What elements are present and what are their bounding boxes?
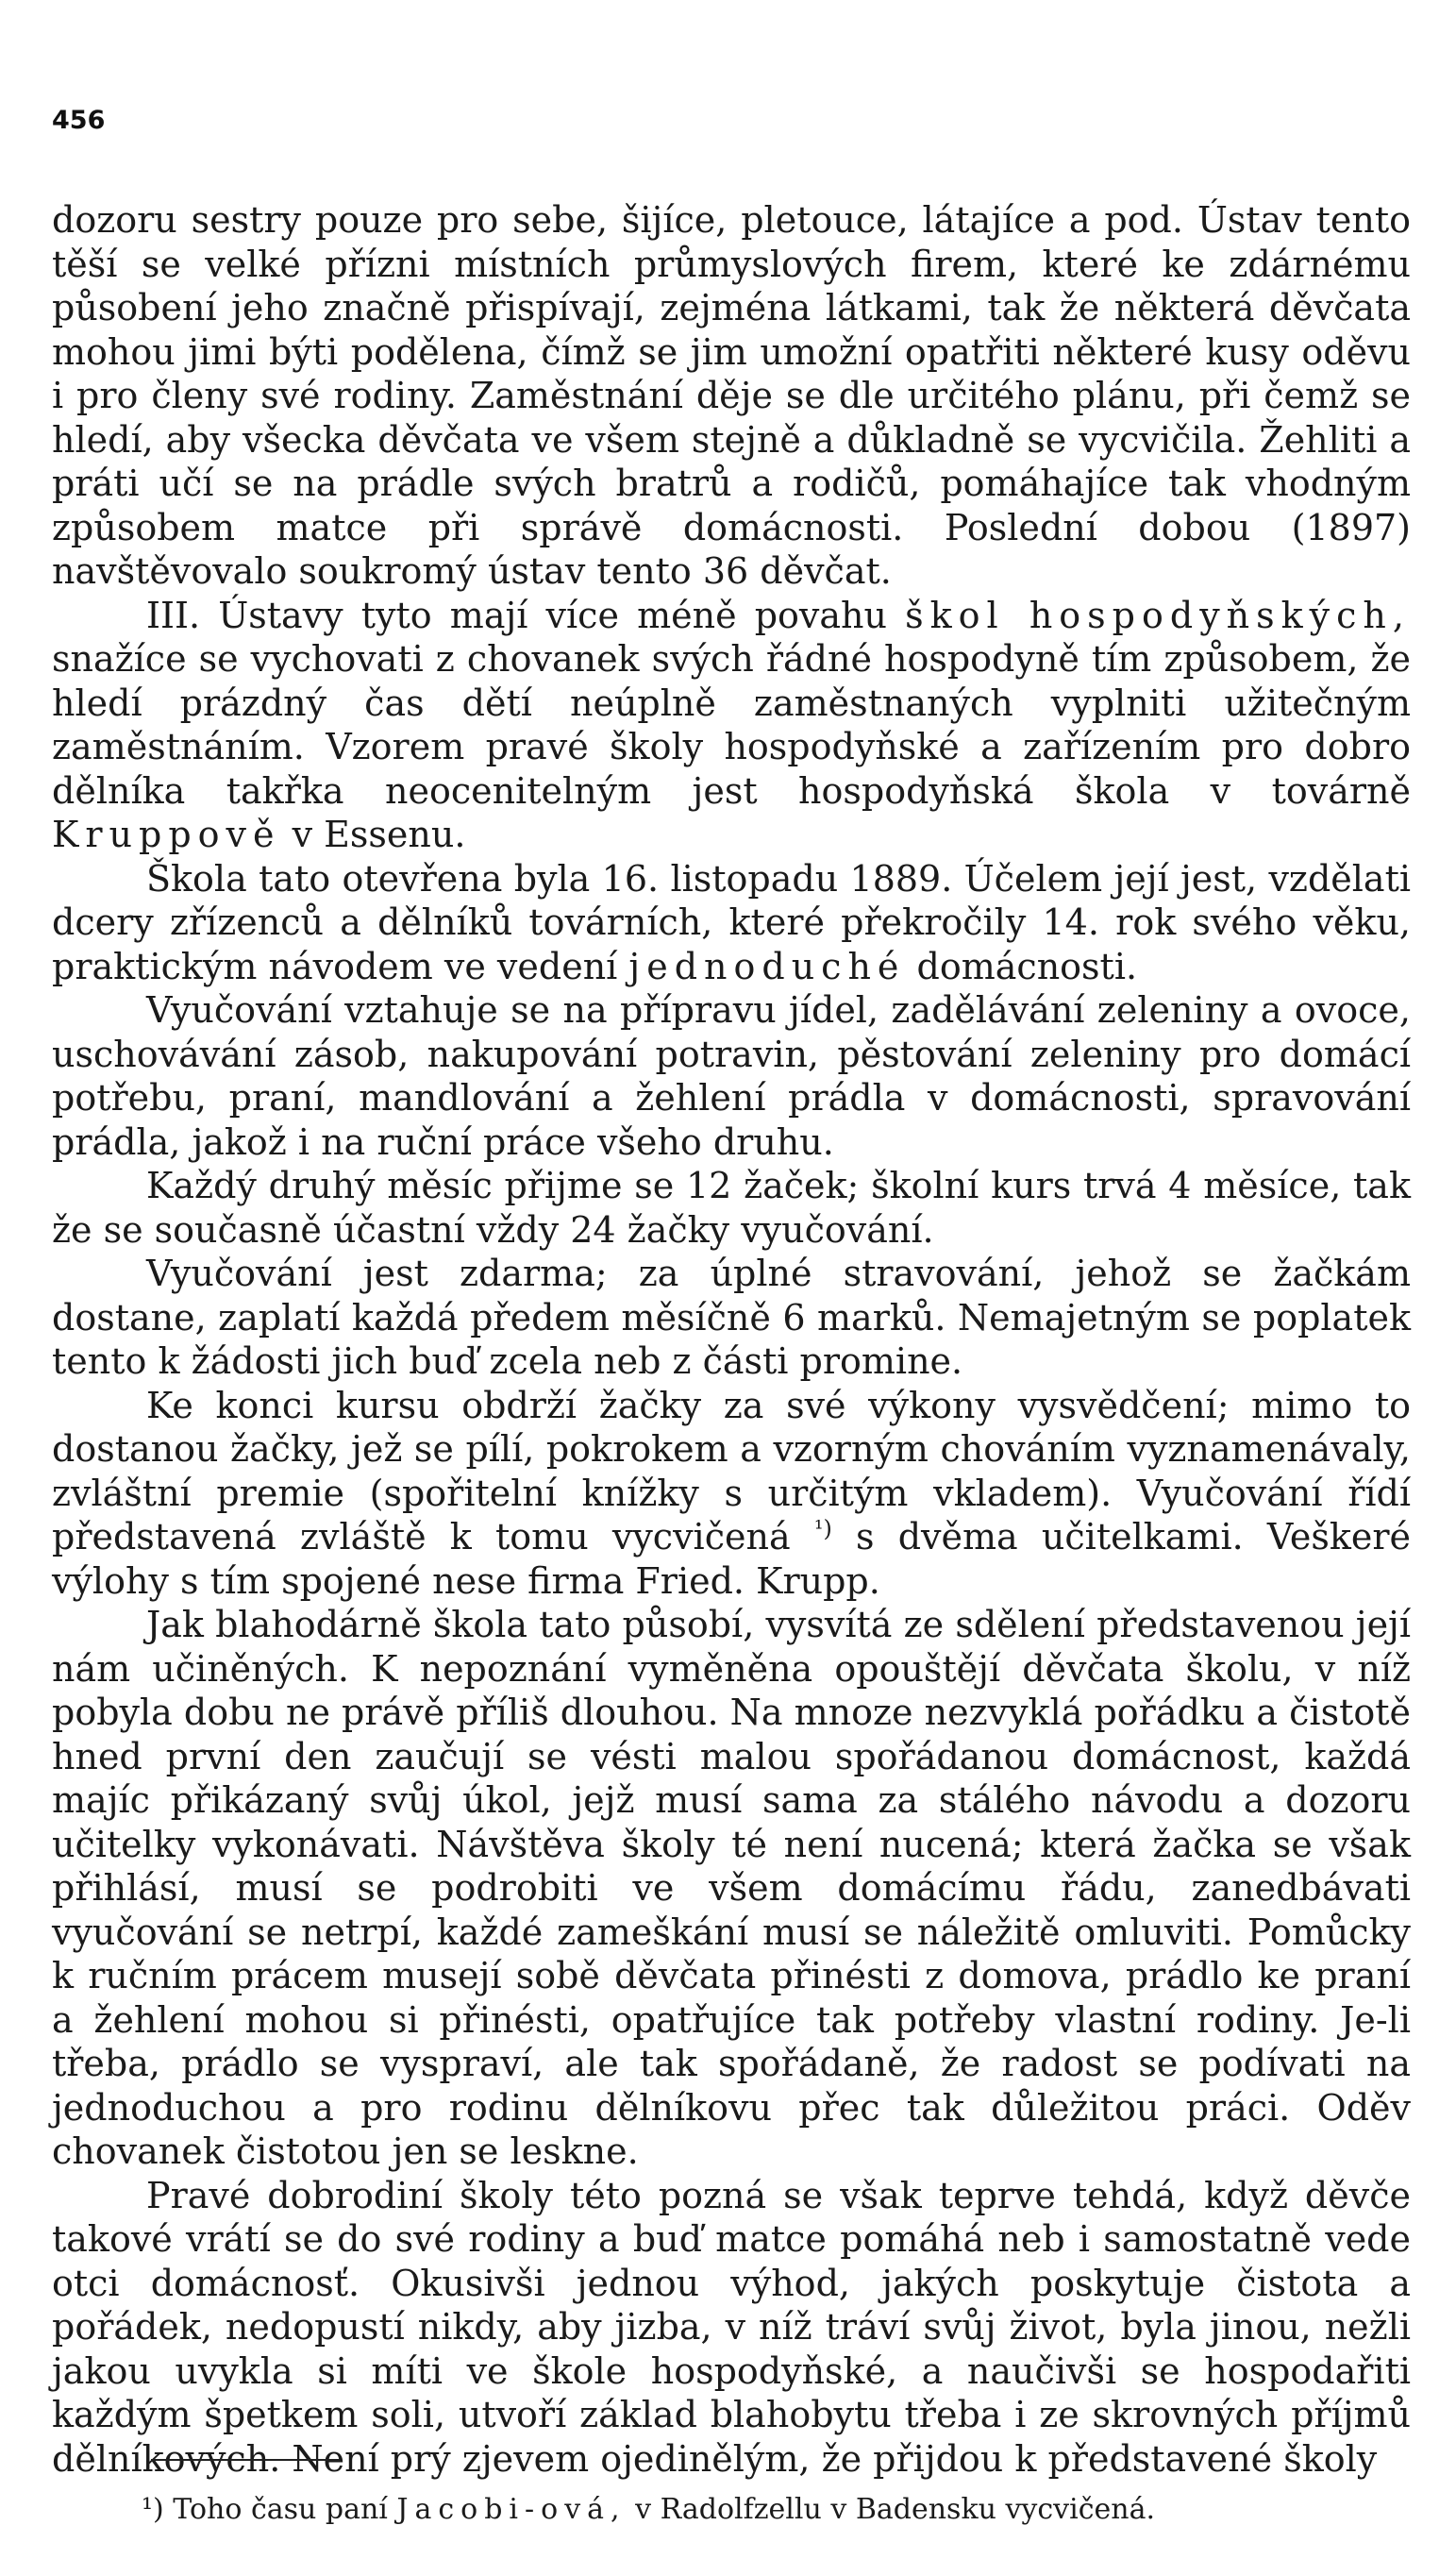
text-run: v Essenu.	[292, 814, 466, 855]
paragraph	[52, 857, 1411, 989]
paragraph-section-iii	[52, 594, 1411, 857]
paragraph: Vyučování jest zdarma; za úplné stravování, jehož se žačkám dostane, zaplatí každá předem měsíčně 6 marků. Nemajetným se poplatek tento k žádosti jich buď zcela neb z části promine.	[52, 1253, 1411, 1382]
body-text	[52, 198, 1411, 2481]
footnote-divider	[151, 2459, 340, 2461]
footnote-name: Jacobi-ová,	[396, 2493, 627, 2526]
footnote-text: v Radolfzellu v Badensku vycvičená.	[635, 2493, 1156, 2526]
text-run: III. Ústavy tyto mají více méně povahu	[146, 594, 887, 636]
paragraph: Pravé dobrodiní školy této pozná se však teprve tehdá, když děvče takové vrátí se do své rodiny a buď matce pomáhá neb i samostatně vede otci domácnosť. Okusivši jednou výhod, jakých poskytuje čistota a pořádek, nedopustí nikdy, aby jizba, v níž tráví svůj život, byla jinou, nežli jakou uvykla si míti ve škole hospodyňské, a naučivši se hospodařiti každým špetkem soli, utvoří základ blahobytu třeba i ze skrovných příjmů dělníkových. Není prý zjevem ojedinělým, že přijdou k představené školy	[52, 2174, 1411, 2480]
text-run: domácnosti.	[916, 945, 1138, 987]
emphasized-term: škol hospodyňských,	[905, 594, 1411, 636]
paragraph: Jak blahodárně škola tato působí, vysvítá ze sdělení představenou její nám učiněných. K nepoznání vyměněna opouštějí děvčata školu, v níž pobyla dobu ne právě příliš dlouhou. Na mnoze nezvyklá pořádku a čistotě hned první den zaučují se vésti malou spořádanou domácnost, každá majíc přikázaný svůj úkol, jejž musí sama za stálého návodu a dozoru učitelky vykonávati. Návštěva školy té není nucená; která žačka se však přihlásí, musí se podrobiti ve všem domácímu řádu, zanedbávati vyučování se netrpí, každé zameškání musí se náležitě omluviti. Pomůcky k ručním prácem musejí sobě děvčata přinésti z domova, prádlo ke praní a žehlení mohou si přinésti, opatřujíce tak potřeby vlastní rodiny. Je-li třeba, prádlo se vyspraví, ale tak spořádaně, že radost se podívati na jednoduchou a pro rodinu dělníkovu přec tak důležitou práci. Oděv chovanek čistotou jen se leskne.	[52, 1604, 1411, 2172]
page-number: 456	[52, 106, 106, 135]
footnote	[142, 2492, 1368, 2528]
paragraph: dozoru sestry pouze pro sebe, šijíce, pletouce, látajíce a pod. Ústav tento těší se velké přízni místních průmyslových firem, které ke zdárnému působení jeho značně přispívají, zejména látkami, tak že některá děvčata mohou jimi býti podělena, čímž se jim umožní opatřiti některé kusy oděvu i pro členy své rodiny. Zaměstnání děje se dle určitého plánu, při čemž se hledí, aby všecka děvčata ve všem stejně a důkladně se vycvičila. Žehliti a práti učí se na prádle svých bratrů a rodičů, pomáhajíce tak vhodným způsobem matce při správě domácnosti. Poslední dobou (1897) navštěvovalo soukromý ústav tento 36 děvčat.	[52, 199, 1411, 592]
text-run: Ke konci kursu obdrží žačky za své výkony vysvědčení; mimo to dostanou žačky, jež se pílí, pokrokem a vzorným chováním vyznamenávaly, zvláštní premie (spořitelní knížky s určitým vkladem). Vyučování řídí představená zvláště k tomu vycvičená	[52, 1384, 1411, 1557]
paragraph: Vyučování vztahuje se na přípravu jídel, zadělávání zeleniny a ovoce, uschovávání zásob, nakupování potravin, pěstování zeleniny pro domácí potřebu, praní, mandlování a žehlení prádla v domácnosti, spravování prádla, jakož i na ruční práce všeho druhu.	[52, 989, 1411, 1163]
text-run: s dvěma učitelkami. Veškeré výlohy s tím spojené nese firma Fried. Krupp.	[52, 1516, 1411, 1602]
paragraph: Každý druhý měsíc přijme se 12 žaček; školní kurs trvá 4 měsíce, tak že se současně účastní vždy 24 žačky vyučování.	[52, 1165, 1411, 1251]
paragraph	[52, 1384, 1411, 1604]
text-run: snažíce se vychovati z chovanek svých řádné hospodyně tím způsobem, že hledí prázdný čas dětí neúplně zaměstnaných vyplniti užitečným zaměstnáním. Vzorem pravé školy hospodyňské a zařízením pro dobro dělníka takřka neocenitelným jest hospodyňská škola v továrně	[52, 638, 1411, 812]
footnote-text: Toho času paní	[173, 2493, 388, 2526]
footnote-reference: ¹)	[813, 1515, 832, 1542]
text-run: Škola tato otevřena byla 16. listopadu 1889. Účelem její jest, vzdělati dcery zřízenců a dělníků továrních, které překročily 14. rok svého věku, praktickým návodem ve vedení	[52, 857, 1411, 987]
emphasized-term: jednoduché	[628, 945, 906, 987]
emphasized-name: Kruppově	[52, 814, 281, 855]
footnote-marker: ¹)	[142, 2493, 164, 2526]
